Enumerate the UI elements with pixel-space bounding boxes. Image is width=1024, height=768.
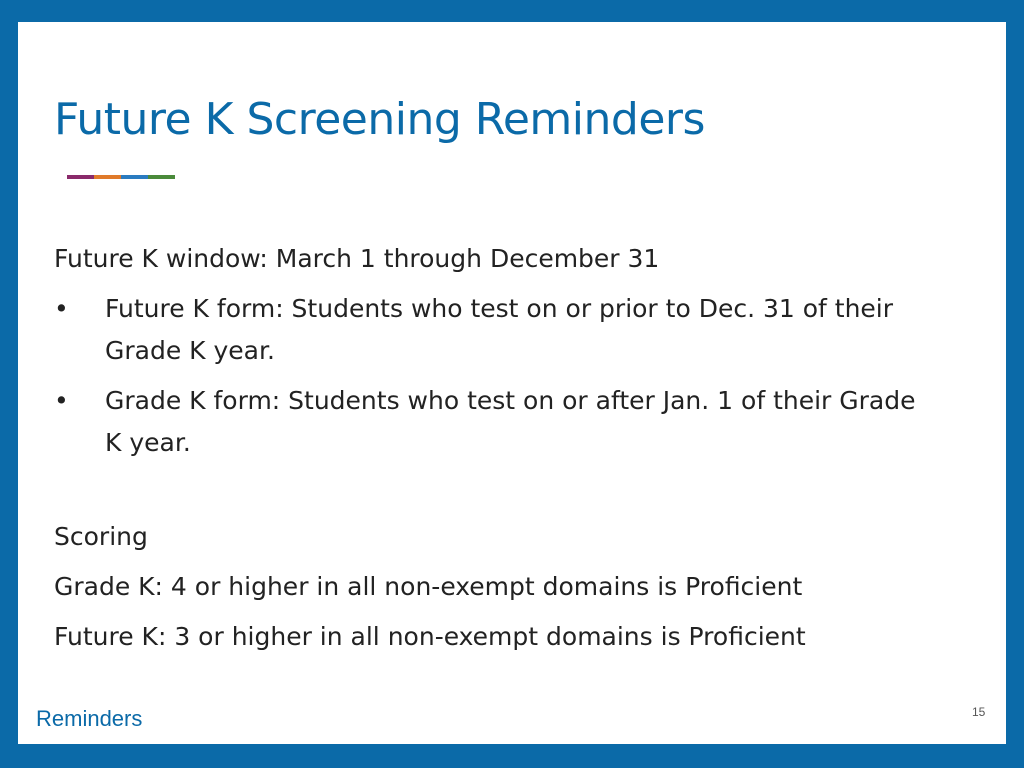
bullet-item bbox=[54, 380, 934, 464]
accent-segment bbox=[148, 175, 175, 179]
bullet-item bbox=[54, 288, 934, 372]
page-number: 15 bbox=[972, 705, 986, 719]
bullet-icon: • bbox=[54, 294, 69, 323]
title-accent-bar bbox=[67, 175, 175, 179]
slide bbox=[18, 22, 1006, 744]
slide-body bbox=[54, 238, 934, 658]
footer-section-label: Reminders bbox=[36, 706, 143, 731]
window-line: Future K window: March 1 through December 31 bbox=[54, 244, 660, 273]
accent-segment bbox=[94, 175, 121, 179]
bullet-icon: • bbox=[54, 386, 69, 415]
accent-segment bbox=[67, 175, 94, 179]
scoring-line: Future K: 3 or higher in all non-exempt domains is Proficient bbox=[54, 622, 806, 651]
bullet-text: Future K form: Students who test on or prior to Dec. 31 of their Grade K year. bbox=[105, 294, 894, 365]
slide-title: Future K Screening Reminders bbox=[54, 94, 705, 145]
spacer bbox=[54, 464, 934, 516]
accent-segment bbox=[121, 175, 148, 179]
scoring-line: Grade K: 4 or higher in all non-exempt domains is Proficient bbox=[54, 572, 803, 601]
bullet-text: Grade K form: Students who test on or after Jan. 1 of their Grade K year. bbox=[105, 386, 916, 457]
scoring-heading: Scoring bbox=[54, 522, 148, 551]
